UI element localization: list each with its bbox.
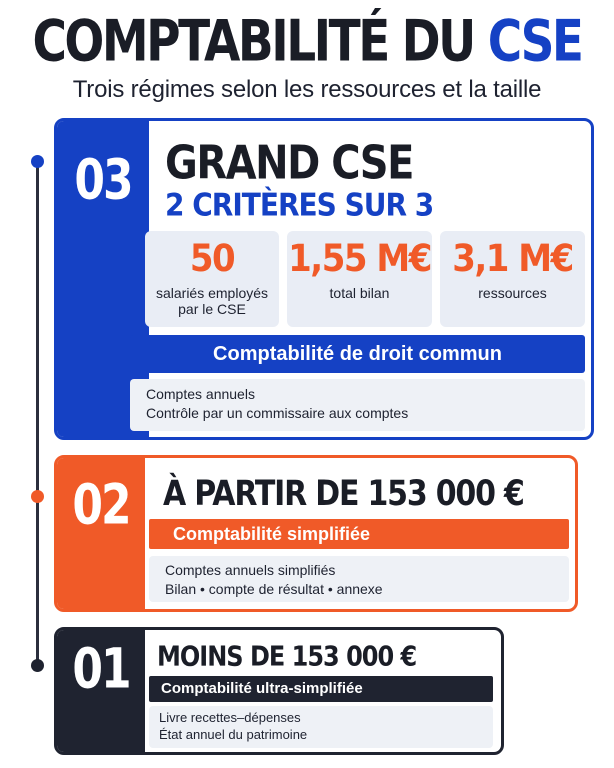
tier-number-tab	[57, 630, 145, 752]
tier-card-grand-cse	[54, 118, 594, 440]
detail-line: Comptes annuels	[146, 386, 255, 402]
regime-details	[149, 556, 569, 602]
timeline-dot-01	[31, 659, 44, 672]
criterion-resources	[440, 231, 585, 327]
title-accent: CSE	[487, 8, 582, 76]
tier-heading: MOINS DE 153 000 €	[157, 640, 417, 673]
page-title	[0, 8, 614, 76]
detail-line: Contrôle par un commissaire aux comptes	[146, 405, 409, 421]
regime-details	[149, 706, 493, 748]
tier-number: 03	[74, 148, 132, 213]
tier-card-small	[54, 627, 504, 755]
detail-line: Comptes annuels simplifiés	[165, 562, 336, 578]
detail-line: Livre recettes–dépenses	[159, 710, 301, 725]
criterion-label: ressources	[478, 285, 547, 301]
timeline-line	[36, 160, 39, 665]
regime-bar: Comptabilité simplifiée	[149, 519, 569, 549]
tier-heading: À PARTIR DE 153 000 €	[163, 474, 524, 515]
regime-bar: Comptabilité ultra-simplifiée	[149, 676, 493, 702]
criterion-value: 1,55 M€	[288, 237, 431, 281]
criterion-label: salariés employés	[155, 285, 269, 301]
criterion-label: total bilan	[329, 285, 390, 301]
criterion-balance	[287, 231, 432, 327]
tier-subheading: 2 CRITÈRES SUR 3	[165, 187, 434, 224]
tier-number-tab	[57, 458, 145, 609]
timeline-dot-03	[31, 155, 44, 168]
regime-details	[130, 379, 585, 431]
detail-line: État annuel du patrimoine	[159, 727, 308, 742]
detail-line: Bilan • compte de résultat • annexe	[165, 581, 383, 597]
page-subtitle: Trois régimes selon les ressources et la taille	[72, 76, 542, 103]
criterion-value: 50	[189, 237, 235, 281]
title-main: COMPTABILITÉ DU	[32, 8, 488, 76]
tier-number: 02	[72, 473, 130, 538]
tier-number: 01	[72, 637, 130, 702]
timeline-dot-02	[31, 490, 44, 503]
tier-card-medium	[54, 455, 578, 612]
regime-bar: Comptabilité de droit commun	[130, 335, 585, 373]
tier-heading: GRAND CSE	[165, 137, 413, 190]
criterion-label-2: par le CSE	[178, 301, 246, 317]
criterion-value: 3,1 M€	[452, 237, 573, 281]
criterion-employees	[145, 231, 279, 327]
